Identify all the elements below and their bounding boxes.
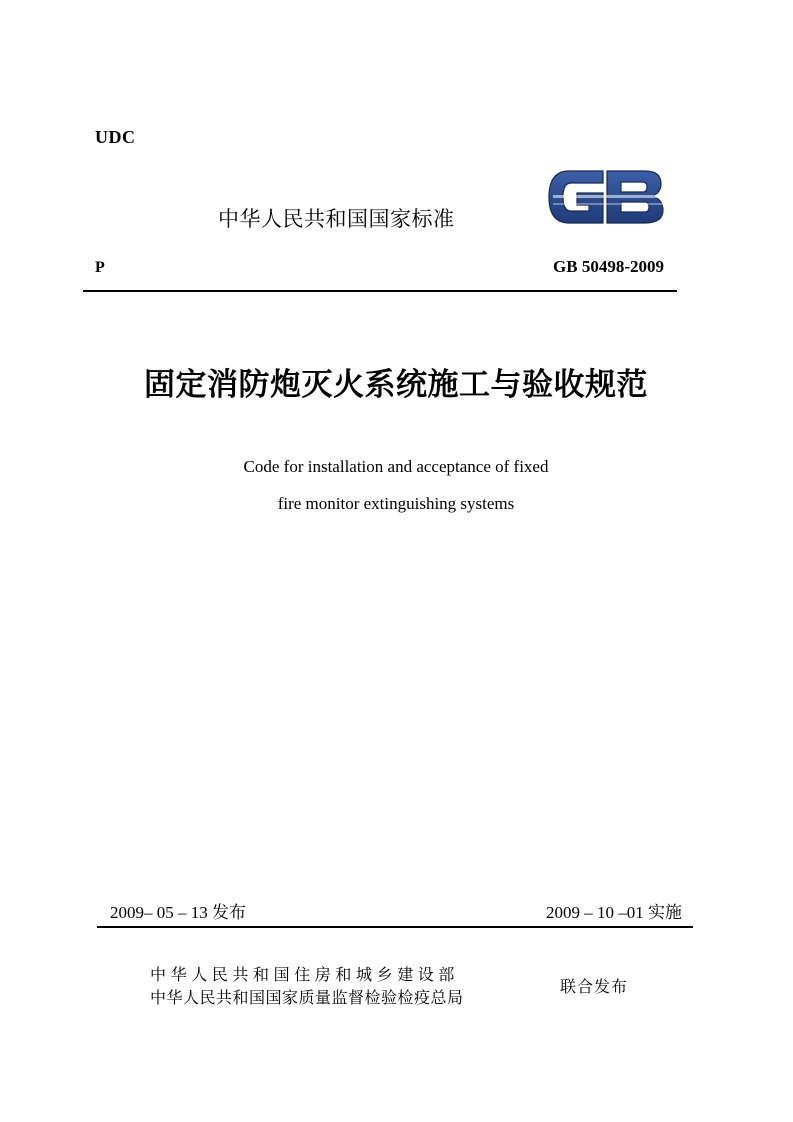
bottom-divider bbox=[97, 926, 693, 928]
standard-number: GB 50498-2009 bbox=[553, 257, 664, 276]
implementation-date: 2009 – 10 –01 实施 bbox=[546, 903, 682, 922]
udc-label: UDC bbox=[95, 127, 136, 147]
gb-logo-icon bbox=[545, 165, 667, 229]
document-title-en-line2: fire monitor extinguishing systems bbox=[277, 494, 515, 513]
classification-code: P bbox=[95, 259, 105, 276]
top-divider bbox=[83, 290, 677, 292]
document-title-cn: 固定消防炮灭火系统施工与验收规范 bbox=[144, 367, 648, 403]
document-title-en-line1: Code for installation and acceptance of fixed bbox=[243, 457, 549, 476]
national-standard-heading: 中华人民共和国国家标准 bbox=[218, 207, 455, 231]
issue-date: 2009– 05 – 13 发布 bbox=[110, 903, 246, 922]
joint-issue-label: 联合发布 bbox=[560, 977, 629, 996]
issuer-aqsiq: 中华人民共和国国家质量监督检验检疫总局 bbox=[150, 988, 464, 1007]
issuer-ministry: 中华人民共和国住房和城乡建设部 bbox=[150, 965, 460, 984]
